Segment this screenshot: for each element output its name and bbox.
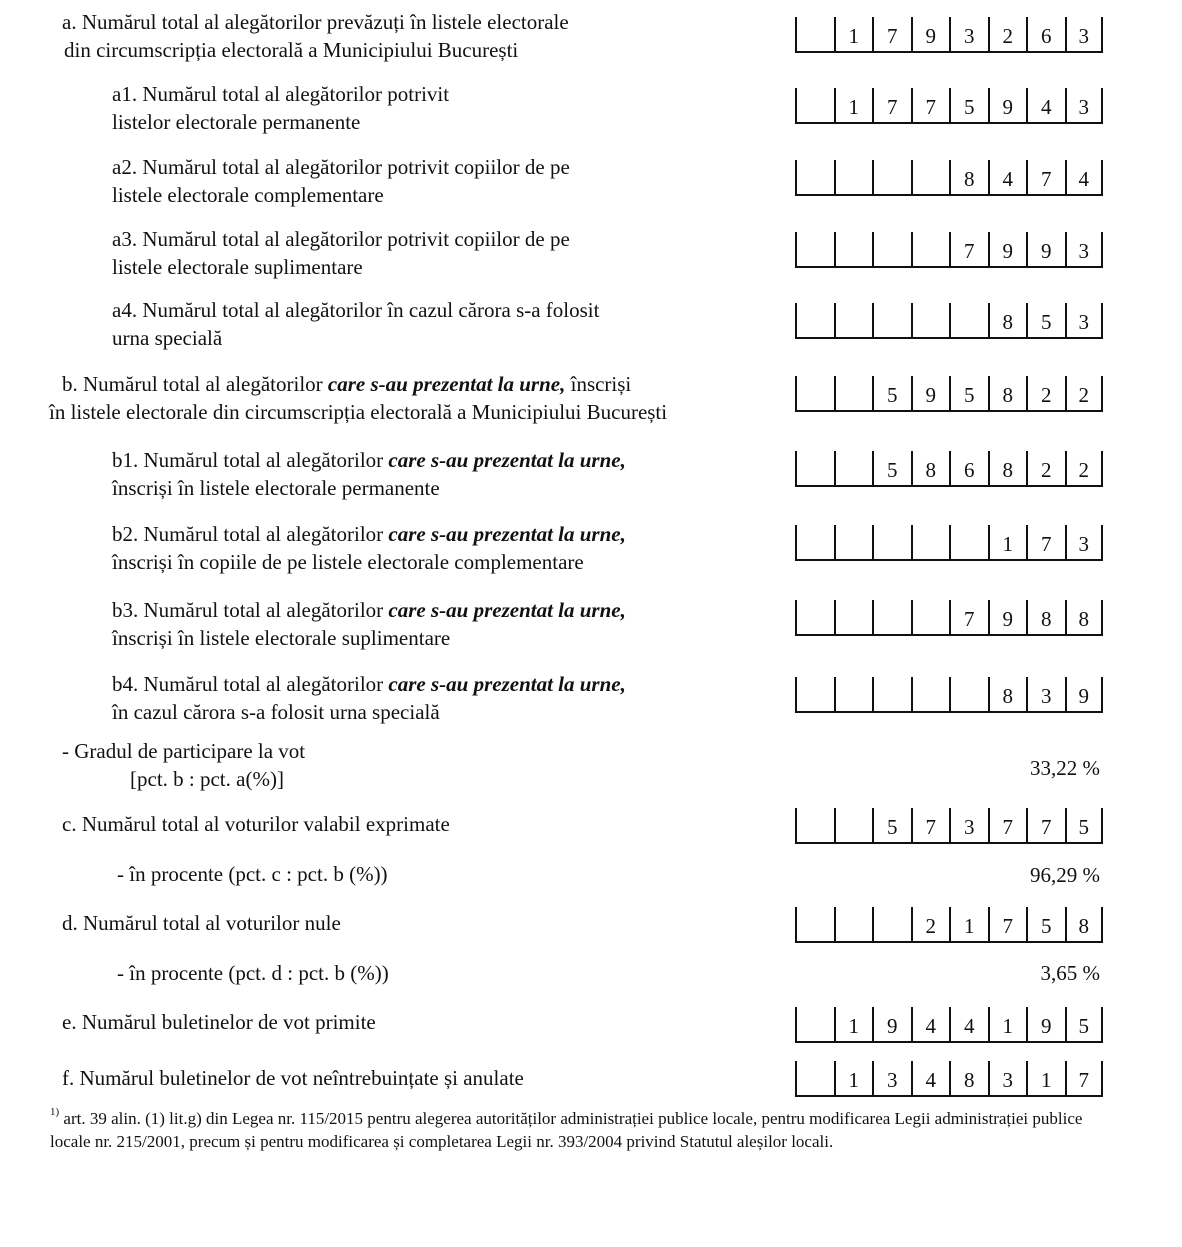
digit-cell bbox=[834, 232, 873, 268]
digit-cell: 4 bbox=[949, 1007, 988, 1043]
digit-cell bbox=[872, 232, 911, 268]
digit-cell bbox=[795, 1061, 834, 1097]
digit-cell bbox=[872, 677, 911, 713]
row-b4-digit-boxes bbox=[795, 677, 1103, 713]
row-b3-label: b3. Numărul total al alegătorilor care s-au prezentat la urne, înscriși în listele electorale suplimentare bbox=[112, 598, 626, 650]
digit-cell: 3 bbox=[988, 1061, 1027, 1097]
digit-cell: 9 bbox=[1026, 232, 1065, 268]
row-c-digit-boxes bbox=[795, 808, 1103, 844]
digit-cell bbox=[911, 232, 950, 268]
digit-cell bbox=[795, 600, 834, 636]
digit-cell: 7 bbox=[1065, 1061, 1104, 1097]
digit-cell: 8 bbox=[988, 451, 1027, 487]
row-f-digit-boxes bbox=[795, 1061, 1103, 1097]
row-a2-digit-boxes bbox=[795, 160, 1103, 196]
row-a1-digit-boxes bbox=[795, 88, 1103, 124]
digit-cell: 8 bbox=[1065, 907, 1104, 943]
digit-cell: 4 bbox=[1065, 160, 1104, 196]
digit-cell: 3 bbox=[1026, 677, 1065, 713]
digit-cell bbox=[949, 303, 988, 339]
digit-cell bbox=[911, 677, 950, 713]
digit-cell bbox=[834, 160, 873, 196]
row-b4-label: b4. Numărul total al alegătorilor care s-au prezentat la urne, în cazul cărora s-a folosit urna specială bbox=[112, 672, 626, 724]
row-a-digit-boxes bbox=[795, 17, 1103, 53]
digit-cell: 1 bbox=[988, 1007, 1027, 1043]
row-b-digit-boxes bbox=[795, 376, 1103, 412]
digit-cell: 1 bbox=[834, 1007, 873, 1043]
digit-cell: 9 bbox=[911, 17, 950, 53]
digit-cell: 9 bbox=[988, 600, 1027, 636]
digit-cell: 1 bbox=[988, 525, 1027, 561]
digit-cell: 4 bbox=[911, 1061, 950, 1097]
digit-cell: 3 bbox=[949, 808, 988, 844]
digit-cell: 2 bbox=[1065, 451, 1104, 487]
digit-cell: 3 bbox=[949, 17, 988, 53]
row-a-label: a. Numărul total al alegătorilor prevăzuți în listele electorale din circumscripția electorală a Municipiului București bbox=[62, 10, 569, 62]
digit-cell bbox=[834, 451, 873, 487]
digit-cell: 7 bbox=[911, 88, 950, 124]
row-e-label: e. Numărul buletinelor de vot primite bbox=[62, 1010, 376, 1034]
row-a1-label: a1. Numărul total al alegătorilor potrivit listelor electorale permanente bbox=[112, 82, 450, 134]
digit-cell: 4 bbox=[988, 160, 1027, 196]
row-a3-label: a3. Numărul total al alegătorilor potrivit copiilor de pe listele electorale suplimentare bbox=[112, 227, 570, 279]
digit-cell: 3 bbox=[1065, 88, 1104, 124]
digit-cell: 7 bbox=[949, 232, 988, 268]
row-f-label: f. Numărul buletinelor de vot neîntrebuințate și anulate bbox=[62, 1066, 524, 1090]
row-b-label-line2: în listele electorale din circumscripția electorală a Municipiului București bbox=[49, 400, 668, 424]
footnote bbox=[50, 1107, 1120, 1153]
digit-cell bbox=[911, 600, 950, 636]
digit-cell: 7 bbox=[1026, 525, 1065, 561]
row-c-percent-label: - în procente (pct. c : pct. b (%)) bbox=[117, 862, 388, 886]
digit-cell bbox=[795, 88, 834, 124]
digit-cell bbox=[911, 525, 950, 561]
digit-cell bbox=[795, 808, 834, 844]
row-a2-label: a2. Numărul total al alegătorilor potrivit copiilor de pe listele electorale complementare bbox=[112, 155, 570, 207]
digit-cell: 9 bbox=[988, 232, 1027, 268]
digit-cell: 9 bbox=[872, 1007, 911, 1043]
digit-cell: 1 bbox=[834, 88, 873, 124]
digit-cell: 2 bbox=[988, 17, 1027, 53]
digit-cell: 8 bbox=[911, 451, 950, 487]
digit-cell bbox=[872, 160, 911, 196]
digit-cell: 7 bbox=[949, 600, 988, 636]
row-b3-digit-boxes bbox=[795, 600, 1103, 636]
digit-cell: 9 bbox=[988, 88, 1027, 124]
turnout-value: 33,22 % bbox=[1030, 756, 1100, 780]
digit-cell: 9 bbox=[1026, 1007, 1065, 1043]
digit-cell: 5 bbox=[872, 808, 911, 844]
row-d-percent-value: 3,65 % bbox=[1040, 961, 1100, 985]
digit-cell: 5 bbox=[1065, 1007, 1104, 1043]
row-d-digit-boxes bbox=[795, 907, 1103, 943]
digit-cell: 8 bbox=[949, 1061, 988, 1097]
digit-cell: 5 bbox=[872, 376, 911, 412]
digit-cell bbox=[795, 376, 834, 412]
digit-cell: 5 bbox=[949, 376, 988, 412]
row-b2-label: b2. Numărul total al alegătorilor care s-au prezentat la urne, înscriși în copiile de pe listele electorale complementare bbox=[112, 522, 626, 574]
digit-cell: 8 bbox=[1026, 600, 1065, 636]
digit-cell bbox=[834, 677, 873, 713]
digit-cell: 6 bbox=[949, 451, 988, 487]
digit-cell bbox=[795, 232, 834, 268]
digit-cell bbox=[795, 17, 834, 53]
digit-cell: 2 bbox=[1026, 451, 1065, 487]
digit-cell bbox=[795, 525, 834, 561]
row-b-label: b. Numărul total al alegătorilor care s-au prezentat la urne, înscriși bbox=[62, 372, 632, 396]
digit-cell: 1 bbox=[834, 17, 873, 53]
row-c-label: c. Numărul total al voturilor valabil exprimate bbox=[62, 812, 450, 836]
digit-cell bbox=[834, 600, 873, 636]
digit-cell: 8 bbox=[988, 677, 1027, 713]
digit-cell: 7 bbox=[988, 907, 1027, 943]
row-a4-label: a4. Numărul total al alegătorilor în cazul cărora s-a folosit urna specială bbox=[112, 298, 600, 350]
row-d-percent-label: - în procente (pct. d : pct. b (%)) bbox=[117, 961, 389, 985]
row-a3-digit-boxes bbox=[795, 232, 1103, 268]
digit-cell bbox=[795, 451, 834, 487]
digit-cell bbox=[872, 907, 911, 943]
digit-cell bbox=[795, 907, 834, 943]
digit-cell: 3 bbox=[872, 1061, 911, 1097]
row-b2-digit-boxes bbox=[795, 525, 1103, 561]
digit-cell: 2 bbox=[1065, 376, 1104, 412]
digit-cell: 8 bbox=[949, 160, 988, 196]
digit-cell: 8 bbox=[1065, 600, 1104, 636]
digit-cell: 7 bbox=[872, 17, 911, 53]
row-a4-digit-boxes bbox=[795, 303, 1103, 339]
digit-cell: 1 bbox=[949, 907, 988, 943]
digit-cell bbox=[911, 160, 950, 196]
digit-cell bbox=[795, 1007, 834, 1043]
digit-cell: 6 bbox=[1026, 17, 1065, 53]
digit-cell: 5 bbox=[1026, 907, 1065, 943]
digit-cell: 7 bbox=[1026, 160, 1065, 196]
digit-cell bbox=[911, 303, 950, 339]
digit-cell: 5 bbox=[1065, 808, 1104, 844]
digit-cell bbox=[949, 525, 988, 561]
digit-cell bbox=[872, 525, 911, 561]
digit-cell: 5 bbox=[872, 451, 911, 487]
digit-cell: 4 bbox=[911, 1007, 950, 1043]
row-d-label: d. Numărul total al voturilor nule bbox=[62, 911, 341, 935]
digit-cell: 3 bbox=[1065, 303, 1104, 339]
digit-cell: 2 bbox=[1026, 376, 1065, 412]
digit-cell: 5 bbox=[949, 88, 988, 124]
digit-cell bbox=[795, 303, 834, 339]
digit-cell bbox=[795, 160, 834, 196]
digit-cell: 5 bbox=[1026, 303, 1065, 339]
digit-cell: 9 bbox=[911, 376, 950, 412]
digit-cell: 1 bbox=[834, 1061, 873, 1097]
digit-cell: 7 bbox=[872, 88, 911, 124]
digit-cell bbox=[872, 600, 911, 636]
row-c-percent-value: 96,29 % bbox=[1030, 863, 1100, 887]
digit-cell bbox=[872, 303, 911, 339]
digit-cell bbox=[834, 525, 873, 561]
digit-cell: 9 bbox=[1065, 677, 1104, 713]
footnote-mark: 1) bbox=[50, 1106, 60, 1118]
digit-cell bbox=[834, 303, 873, 339]
digit-cell: 7 bbox=[1026, 808, 1065, 844]
digit-cell: 3 bbox=[1065, 525, 1104, 561]
digit-cell: 1 bbox=[1026, 1061, 1065, 1097]
digit-cell bbox=[834, 808, 873, 844]
row-b1-digit-boxes bbox=[795, 451, 1103, 487]
footnote-text: art. 39 alin. (1) lit.g) din Legea nr. 115/2015 pentru alegerea autorităților administrației publice locale, pentru modificarea Legii administrației publice locale nr. 215/2001, precum și pentru modificarea și completarea Legii nr. 393/2004 privind Statutul aleșilor locali. bbox=[50, 1109, 1083, 1151]
digit-cell: 2 bbox=[911, 907, 950, 943]
turnout-label: - Gradul de participare la vot [pct. b : pct. a(%)] bbox=[62, 739, 306, 791]
digit-cell bbox=[795, 677, 834, 713]
digit-cell: 8 bbox=[988, 376, 1027, 412]
row-e-digit-boxes bbox=[795, 1007, 1103, 1043]
digit-cell bbox=[949, 677, 988, 713]
digit-cell: 7 bbox=[911, 808, 950, 844]
digit-cell: 4 bbox=[1026, 88, 1065, 124]
digit-cell: 3 bbox=[1065, 17, 1104, 53]
digit-cell: 3 bbox=[1065, 232, 1104, 268]
digit-cell: 8 bbox=[988, 303, 1027, 339]
digit-cell: 7 bbox=[988, 808, 1027, 844]
row-b1-label: b1. Numărul total al alegătorilor care s-au prezentat la urne, înscriși în listele electorale permanente bbox=[112, 448, 626, 500]
digit-cell bbox=[834, 907, 873, 943]
digit-cell bbox=[834, 376, 873, 412]
